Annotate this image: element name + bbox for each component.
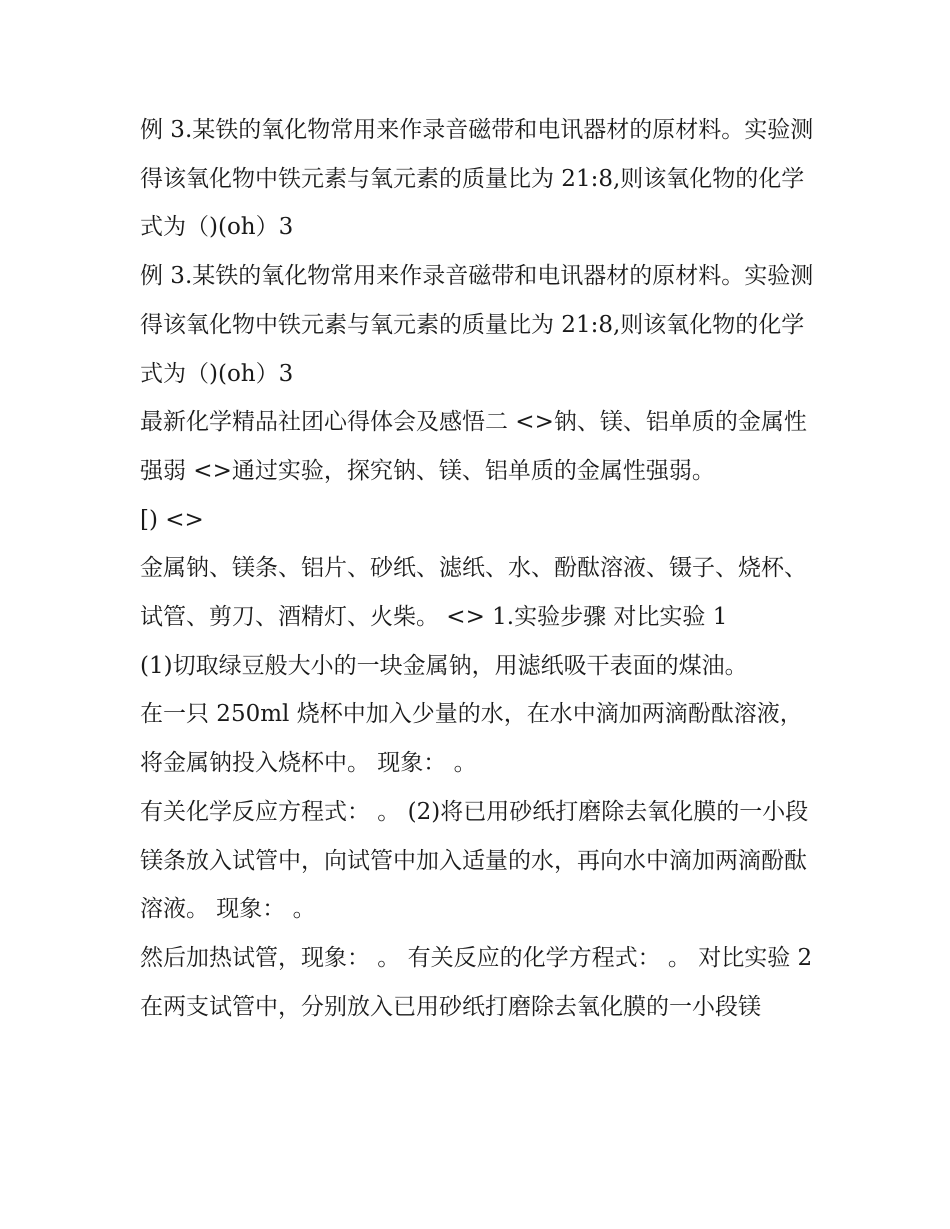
paragraph-step-2-magnesium: 有关化学反应方程式： 。 (2)将已用砂纸打磨除去氧化膜的一小段镁条放入试管中，向试管中加入适量的水，再向水中滴加两滴酚酞溶液。 现象： 。 [140, 798, 809, 923]
paragraph-materials: 金属钠、镁条、铝片、砂纸、滤纸、水、酚酞溶液、镊子、烧杯、试管、剪刀、酒精灯、火柴。 <> 1.实验步骤 对比实验 1 [140, 555, 807, 631]
paragraph-step-1: (1)切取绿豆般大小的一块金属钠，用滤纸吸干表面的煤油。 [140, 652, 748, 679]
paragraph-example-3: 例 3.某铁的氧化物常用来作录音磁带和电讯器材的原材料。实验测得该氧化物中铁元素与氧元素的质量比为 21:8,则该氧化物的化学式为（)(oh）3 [140, 117, 814, 241]
paragraph-heating: 然后加热试管，现象： 。 有关反应的化学方程式： 。 对比实验 2 [140, 944, 813, 971]
paragraph-sodium-water: 在一只 250ml 烧杯中加入少量的水，在水中滴加两滴酚酞溶液，将金属钠投入烧杯中。 现象： 。 [140, 701, 803, 777]
paragraph-bracket-marker: [) <> [140, 506, 204, 533]
paragraph-comparison-2: 在两支试管中，分别放入已用砂纸打磨除去氧化膜的一小段镁 [140, 993, 761, 1020]
document-body [140, 106, 820, 1031]
paragraph-example-3-repeat: 例 3.某铁的氧化物常用来作录音磁带和电讯器材的原材料。实验测得该氧化物中铁元素与氧元素的质量比为 21:8,则该氧化物的化学式为（)(oh）3 [140, 263, 814, 387]
paragraph-club-intro: 最新化学精品社团心得体会及感悟二 <>钠、镁、铝单质的金属性强弱 <>通过实验，探究钠、镁、铝单质的金属性强弱。 [140, 409, 807, 484]
